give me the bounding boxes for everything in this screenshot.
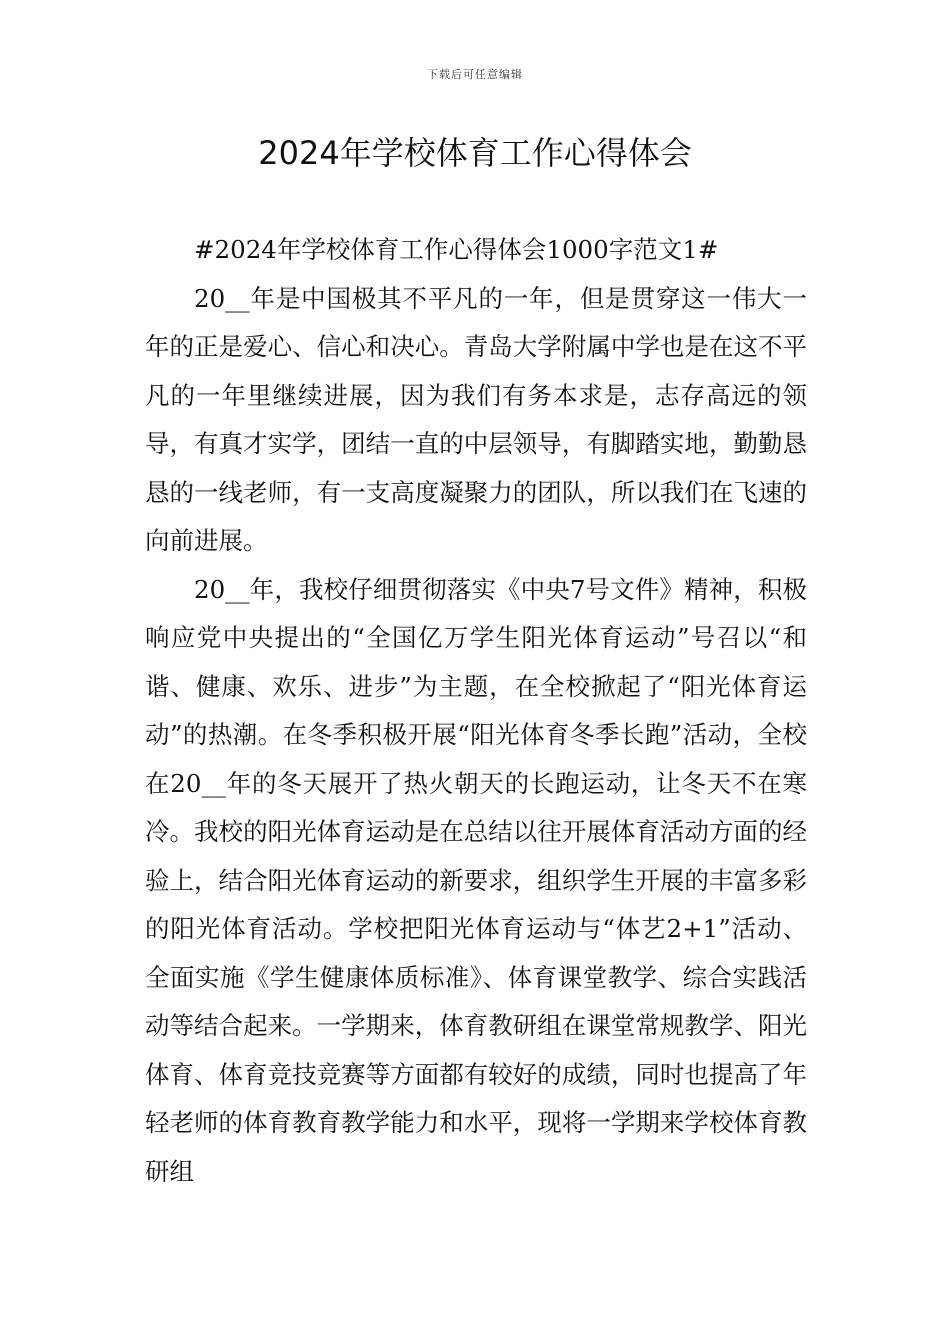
subtitle-paragraph: #2024年学校体育工作心得体会1000字范文1#: [194, 235, 719, 264]
document-title: 2024年学校体育工作心得体会: [258, 134, 692, 172]
body-paragraph-1: 20__年是中国极其不平凡的一年，但是贯穿这一伟大一年的正是爱心、信心和决心。青岛大学附属中学也是在这不平凡的一年里继续进展，因为我们有务本求是，志存高远的领导，有真才实学，团结一直的中层领导，有脚踏实地，勤勤恳恳的一线老师，有一支高度凝聚力的团队，所以我们在飞速的向前进展。: [145, 283, 807, 555]
page-header: 下载后可任意编辑: [427, 68, 523, 81]
document-body: [145, 226, 807, 1196]
body-paragraph-2: 20__年，我校仔细贯彻落实《中央7号文件》精神，积极响应党中央提出的“全国亿万学生阳光体育运动”号召以“和谐、健康、欢乐、进步”为主题，在全校掀起了“阳光体育运动”的热潮。在冬季积极开展“阳光体育冬季长跑”活动，全校在20__年的冬天展开了热火朝天的长跑运动，让冬天不在寒冷。我校的阳光体育运动是在总结以往开展体育活动方面的经验上，结合阳光体育运动的新要求，组织学生开展的丰富多彩的阳光体育活动。学校把阳光体育运动与“体艺2+1”活动、全面实施《学生健康体质标准》、体育课堂教学、综合实践活动等结合起来。一学期来，体育教研组在课堂常规教学、阳光体育、体育竞技竞赛等方面都有较好的成绩，同时也提高了年轻老师的体育教育教学能力和水平，现将一学期来学校体育教研组: [145, 574, 807, 1186]
